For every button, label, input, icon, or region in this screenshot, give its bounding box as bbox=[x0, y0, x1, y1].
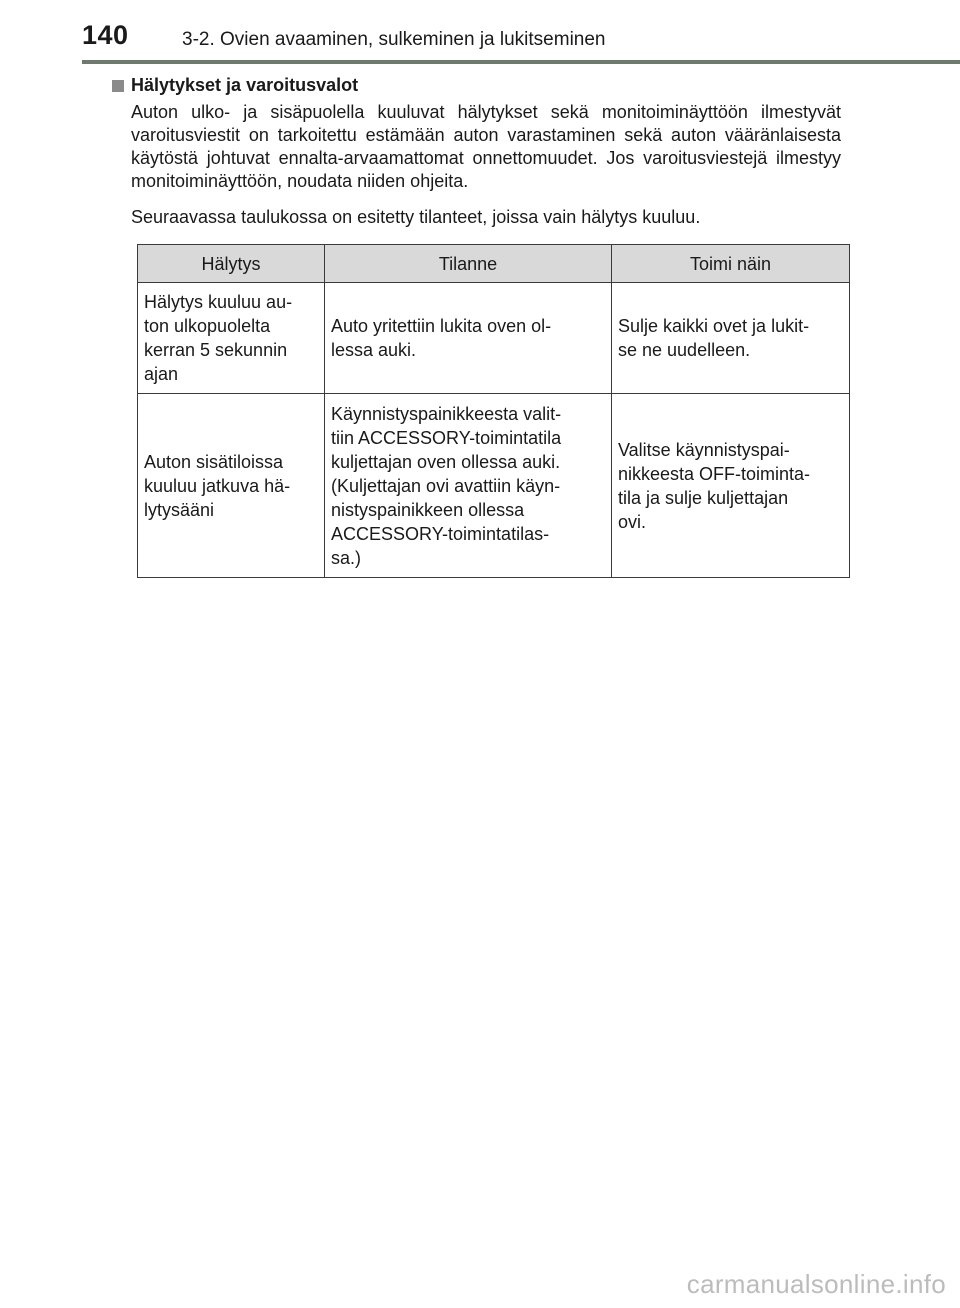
alert-table bbox=[137, 244, 850, 578]
table-cell-action: Sulje kaikki ovet ja lukit- se ne uudelleen. bbox=[612, 283, 850, 394]
table-row bbox=[138, 394, 850, 578]
square-bullet-icon bbox=[112, 80, 124, 92]
table-header-row bbox=[138, 245, 850, 283]
page-number: 140 bbox=[82, 20, 129, 50]
table-cell-situation: Auto yritettiin lukita oven ol- lessa auki. bbox=[325, 283, 612, 394]
table-cell-action: Valitse käynnistyspai- nikkeesta OFF-toiminta- tila ja sulje kuljettajan ovi. bbox=[612, 394, 850, 578]
header-cell-situation: Tilanne bbox=[325, 245, 612, 283]
watermark: carmanualsonline.info bbox=[686, 1269, 946, 1299]
table-row bbox=[138, 283, 850, 394]
table-cell-alert: Auton sisätiloissa kuuluu jatkuva hä- lytysääni bbox=[138, 394, 325, 578]
header-rule bbox=[82, 60, 960, 64]
chapter-title: 3-2. Ovien avaaminen, sulkeminen ja lukitseminen bbox=[182, 29, 606, 50]
header-cell-alert: Hälytys bbox=[138, 245, 325, 283]
table-cell-situation: Käynnistyspainikkeesta valit- tiin ACCESSORY-toimintatila kuljettajan oven ollessa auki. (Kuljettajan ovi avattiin käyn- nistyspainikkeen ollessa ACCESSORY-toimintatilas- sa.) bbox=[325, 394, 612, 578]
header-cell-action: Toimi näin bbox=[612, 245, 850, 283]
table-cell-alert: Hälytys kuuluu au- ton ulkopuolelta kerran 5 sekunnin ajan bbox=[138, 283, 325, 394]
section-heading-text: Hälytykset ja varoitusvalot bbox=[131, 75, 359, 95]
table-intro-paragraph: Seuraavassa taulukossa on esitetty tilanteet, joissa vain hälytys kuuluu. bbox=[131, 207, 701, 227]
section-heading bbox=[112, 75, 358, 96]
intro-paragraph: Auton ulko- ja sisäpuolella kuuluvat hälytykset sekä monitoiminäyttöön ilmestyvät varoitusviestit on tarkoitettu estämään auton varastaminen sekä auton vääränlaisesta käytöstä johtuvat ennalta-arvaamattomat onnettomuudet. Jos varoitusviestejä ilmestyy monitoiminäyttöön, noudata niiden ohjeita. bbox=[131, 102, 841, 191]
